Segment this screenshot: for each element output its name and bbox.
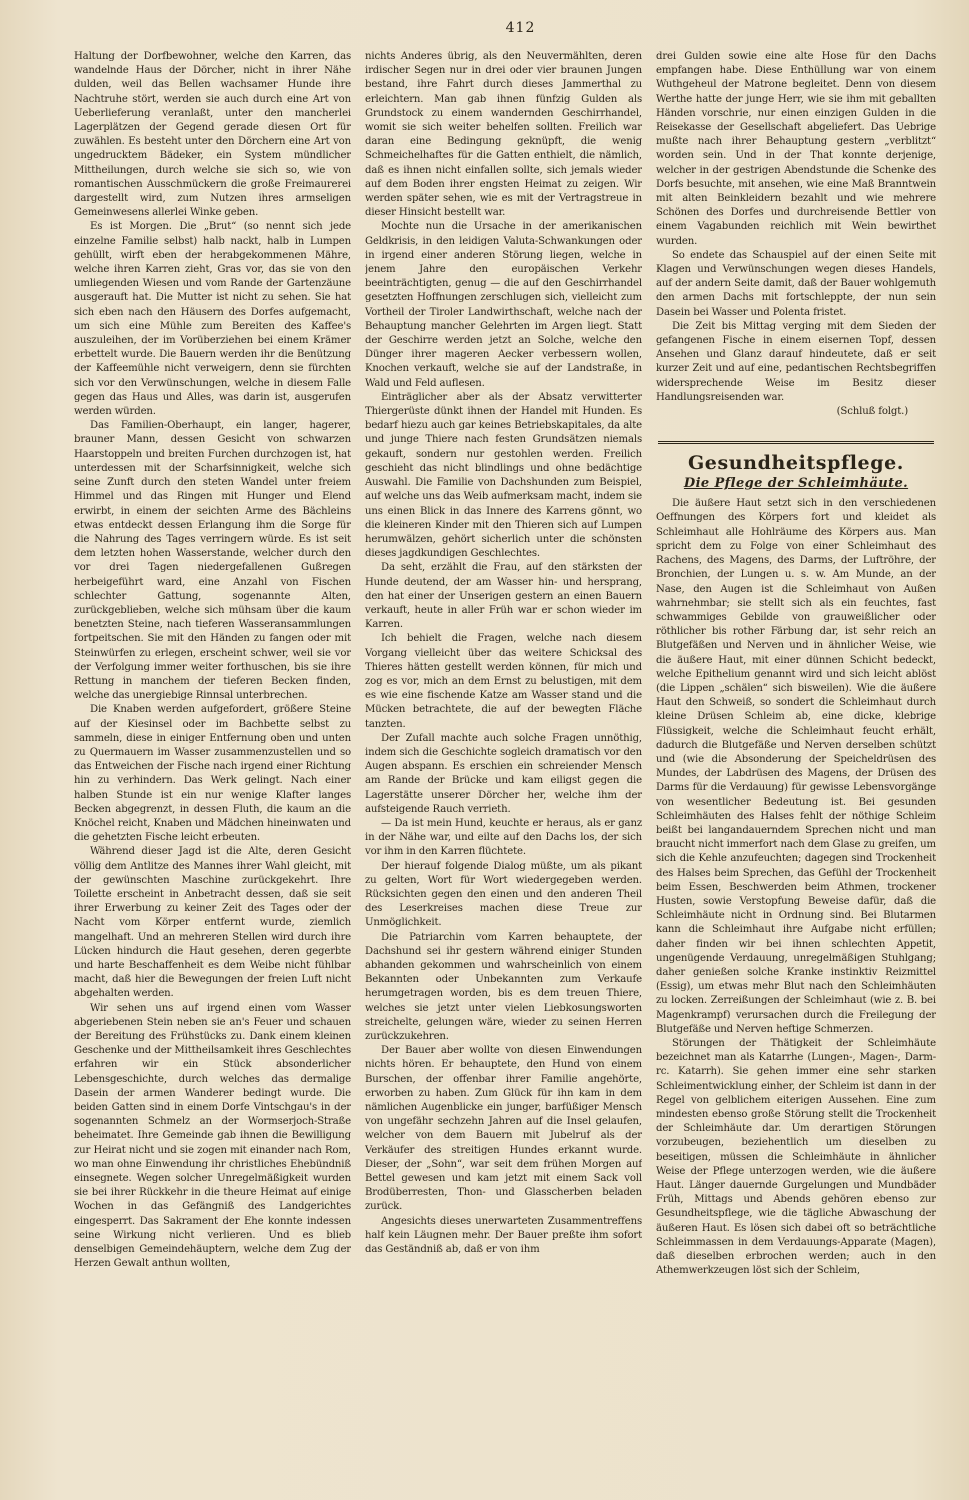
text-columns: [74, 50, 947, 1500]
column-2-paragraph: — Da ist mein Hund, keuchte er heraus, als er ganz in der Nähe war, und eilte auf den Dachs los, der sich vor ihm in den Karren flüchtete.: [365, 817, 642, 858]
section-title: Gesundheitspflege.: [687, 452, 905, 475]
column-2-paragraph: Einträglicher aber als der Absatz verwitterter Thiergerüste dünkt ihnen der Handel mit Hunden. Es bedarf hiezu auch gar keines Betriebskapitales, da alte und junge Thiere nach festen Grundsätzen niemals gekauft, sondern nur gestohlen werden. Freilich geschieht das nicht blindlings und ohne bedächtige Auswahl. Die Familie von Dachshunden zum Beispiel, auf welche uns das Weib aufmerksam macht, indem sie uns einen Blick in das Innere des Karrens gönnt, wo die kleineren Kinder mit den Thieren sich auf Lumpen herumwälzen, gehört sicherlich unter die schönsten dieses jagdkundigen Geschlechtes.: [365, 391, 642, 560]
column-1-paragraph: Haltung der Dorfbewohner, welche den Karren, das wandelnde Haus der Dörcher, nicht in ihrer Nähe dulden, weil das Bellen wachsamer Hunde ihre Nachtruhe stört, werden sie auch durch eine Art von Ueberlieferung veranlaßt, unter den mancherlei Lagerplätzen der Gegend gerade diesen Ort für zuwählen. Es besteht unter den Dörchern eine Art von ungedrucktem Bädeker, ein System mündlicher Mittheilungen, durch welche sie sich so, wie von romantischen Ausschmückern die große Freimaurerei dargestellt wird, zum Nutzen ihres armseligen Gemeinwesens allerlei Winke geben.: [74, 51, 351, 219]
column-1-paragraph: Während dieser Jagd ist die Alte, deren Gesicht völlig dem Antlitze des Mannes ihrer Wahl gleicht, mit der gewünschten Maschine zurückgekehrt. Ihre Toilette erscheint in Anbetracht dessen, daß sie seit ihrer Erwerbung zu keiner Zeit des Tages oder der Nacht vom Körper entfernt wurde, ziemlich mangelhaft. Und an mehreren Stellen wird durch ihre Lücken hindurch die Haut gesehen, deren gegerbte und harte Beschaffenheit es dem Weibe nicht fühlbar macht, daß hier die Bewegungen der freien Luft nicht abgehalten werden.: [74, 846, 351, 1000]
column-3-paragraph: Die Zeit bis Mittag verging mit dem Sieden der gefangenen Fische in einem eisernen Topf, dessen Ansehen und Glanz darauf hindeutete, daß er seit kurzer Zeit und auf eine, pedantischen Rechtsbegriffen widersprechende Weise im Besitz dieser Handlungsreisenden war.: [656, 320, 936, 403]
column-3-paragraph: So endete das Schauspiel auf der einen Seite mit Klagen und Verwünschungen wegen dieses Handels, auf der andern Seite damit, daß der Bauer wohlgemuth den armen Dachs mit fortschleppte, der nun sein Dasein bei Wasser und Polenta fristet.: [656, 249, 936, 318]
column-2-paragraph: Der Zufall machte auch solche Fragen unnöthig, indem sich die Geschichte sogleich dramatisch vor den Augen abspann. Es erschien ein schreiender Mensch am Rande der Brücke und kam eiligst gegen die Lagerstätte unserer Dörcher her, welche ihm der aufsteigende Rauch verrieth.: [365, 732, 642, 815]
column-1: [74, 50, 351, 1500]
page-number: 412: [505, 20, 536, 36]
column-1-paragraph: Die Knaben werden aufgefordert, größere Steine auf der Kiesinsel oder im Bachbette selbst zu sammeln, diese in einiger Entfernung oben und unten zu Quermauern im Wasser zusammenzustellen und so das Entweichen der Fische nach irgend einer Richtung hin zu verhindern. Das Werk gelingt. Nach einer halben Stunde ist ein nur wenige Klafter langes Becken abgegrenzt, in dessen Fluth, die kaum an die Knöchel reicht, Knaben und Mädchen hineinwaten und die gehetzten Fische leicht erbeuten.: [74, 704, 351, 844]
column-3-paragraph: drei Gulden sowie eine alte Hose für den Dachs empfangen habe. Diese Enthüllung war von einem Wuthgeheul der Matrone begleitet. Denn von diesem Werthe hatte der junge Herr, wie sie ihm mit geballten Händen vorschrie, nur einen einzigen Gulden in die Reisekasse der Gesellschaft abgeliefert. Das Uebrige mußte nach ihrer Behauptung gestern „verblitzt“ worden sein. Und in der That konnte derjenige, welcher in der gestrigen Abendstunde die Schenke des Dorfs besuchte, mit ansehen, wie eine Maß Branntwein mit alten Beinkleidern bezahlt und wie mehrere Schönen des Dorfes und durchreisende Bettler von einem Vagabunden reichlich mit Wein bewirthet wurden.: [656, 51, 936, 247]
to-be-continued-note: (Schluß folgt.): [836, 406, 908, 418]
section-divider: [658, 441, 934, 444]
column-2: [365, 50, 642, 1500]
column-2-paragraph: Mochte nun die Ursache in der amerikanischen Geldkrisis, in den leidigen Valuta-Schwankungen oder in irgend einer anderen Störung liegen, welche in jenem Jahre den europäischen Verkehr beeinträchtigten, genug — die auf den Geschirrhandel gesetzten Hoffnungen zerschlugen sich, vielleicht zum Vortheil der Tiroler Landwirthschaft, welche nach der Behauptung mancher Gelehrten im Argen liegt. Statt der Geschirre werden jetzt an Solche, welche den Dünger ihrer mageren Aecker verbessern wollen, Knochen verkauft, welche sie auf der Landstraße, in Wald und Feld auflesen.: [365, 221, 642, 389]
column-2-paragraph: Angesichts dieses unerwarteten Zusammentreffens half kein Läugnen mehr. Der Bauer preßte ihm sofort das Geständniß ab, daß er von ihm: [365, 1215, 642, 1256]
section-subtitle: Die Pflege der Schleimhäute.: [683, 476, 909, 492]
section-paragraph: Die äußere Haut setzt sich in den verschiedenen Oeffnungen des Körpers fort und kleidet als Schleimhaut alle Hohlräume des Körpers aus. Man spricht dem zu Folge von einer Schleimhaut des Rachens, des Magens, des Darms, der Luftröhre, der Bronchien, der Lungen u. s. w. Am Munde, an der Nase, den Augen ist die Schleimhaut von Außen wahrnehmbar; sie stellt sich als ein feuchtes, fast schwammiges Gebilde von grauweißlicher oder röthlicher bis rother Färbung dar, ist sehr reich an Blutgefäßen und Nerven und in ähnlicher Weise, wie die äußere Haut, mit einer dünnen Schicht bedeckt, welche Epithelium genannt wird und sich leicht ablöst (die Lippen „schälen“ sich bisweilen). Wie die äußere Haut den Schweiß, so sondert die Schleimhaut durch kleine Drüsen Schleim ab, eine dicke, klebrige Flüssigkeit, welche die Schleimhaut feucht erhält, dadurch die Blutgefäße und Nerven derselben schützt und (wie die Absonderung der Speicheldrüsen des Mundes, der Labdrüsen des Magens, der Drüsen des Darms für die Verdauung) für gewisse Lebensvorgänge von wesentlicher Bedeutung ist. Bei gesunden Schleimhäuten des Halses fehlt der nöthige Schleim beißt bei langandauerndem Sprechen nicht und man braucht nicht immerfort nach dem Glase zu greifen, um sich die Kehle anzufeuchten; dagegen sind Trockenheit des Halses beim Sprechen, das Gefühl der Trockenheit beim Essen, Beschwerden beim Athmen, trockener Husten, sowie Verstopfung Beweise dafür, daß die Schleimhäute nicht in Ordnung sind. Bei Blutarmen kann die Schleimhaut ihre Aufgabe nicht erfüllen; daher finden wir bei ihnen schlechten Appetit, ungenügende Verdauung, unregelmäßigen Stuhlgang; daher genießen solche Kranke instinktiv Reizmittel (Essig), um etwas mehr Blut nach den Schleimhäuten zu locken. Zerreißungen der Schleimhaut (wie z. B. bei Magenkrampf) verursachen durch die Freilegung der Blutgefäße und Nerven heftige Schmerzen.: [656, 498, 936, 1035]
section-paragraph: Störungen der Thätigkeit der Schleimhäute bezeichnet man als Katarrhe (Lungen-, Magen-, Darm- rc. Katarrh). Sie gehen immer eine sehr starken Schleimentwicklung einher, der Schleim ist dann in der Regel von gelblichem eiterigen Aussehen. Eine zum mindesten ebenso große Störung stellt die Trockenheit der Schleimhäute dar. Um derartigen Störungen vorzubeugen, beziehentlich um dieselben zu beseitigen, müssen die Schleimhäute in ähnlicher Weise der Pflege unterzogen werden, wie die äußere Haut. Länger dauernde Gurgelungen und Mundbäder Früh, Mittags und Abends gehören ebenso zur Gesundheitspflege, wie die tägliche Abwaschung der äußeren Haut. Es lösen sich dabei oft so beträchtliche Schleimmassen in dem Verdauungs-Apparate (Magen), daß dieselben erbrochen werden; auch in den Athemwerkzeugen löst sich der Schleim,: [656, 1038, 936, 1277]
column-1-paragraph: Wir sehen uns auf irgend einen vom Wasser abgeriebenen Stein neben sie an's Feuer und schauen der Bereitung des Frühstücks zu. Dank einem kleinen Geschenke und der Mittheilsamkeit ihres Geschlechtes erfahren wir ein Stück absonderlicher Lebensgeschichte, durch welches das dermalige Dasein der armen Wanderer bedingt wurde. Die beiden Gatten sind in einem Dorfe Vintschgau's in der sogenannten Schmelz an der Wormserjoch-Straße beheimatet. Ihre Gemeinde gab ihnen die Bewilligung zur Heirat nicht und sie zogen mit einander nach Rom, wo man ohne Einwendung ihr christliches Ehebündniß einsegnete. Wegen solcher Unregelmäßigkeit wurden sie bei ihrer Rückkehr in die theure Heimat auf einige Wochen in das Gefängniß des Landgerichtes eingesperrt. Das Sakrament der Ehe konnte indessen seine Wirkung nicht verlieren. Und es blieb denselbigen Gemeindehäuptern, welche dem Zug der Herzen Gewalt anthun wollten,: [74, 1002, 351, 1270]
column-2-paragraph: Da seht, erzählt die Frau, auf den stärksten der Hunde deutend, der am Wasser hin- und hersprang, den hat einer der Unserigen gestern an einen Bauern verkauft, heute in aller Früh war er schon wieder im Karren.: [365, 562, 642, 631]
column-2-paragraph: Der hierauf folgende Dialog müßte, um als pikant zu gelten, Wort für Wort wiedergegeben werden. Rücksichten gegen den einen und den anderen Theil des Leserkreises machen diese Treue zur Unmöglichkeit.: [365, 860, 642, 929]
column-2-paragraph: Der Bauer aber wollte von diesen Einwendungen nichts hören. Er behauptete, den Hund von einem Burschen, der offenbar ihrer Familie angehörte, erworben zu haben. Zum Glück für ihn kam in dem nämlichen Augenblicke ein junger, barfüßiger Mensch von ungefähr sechzehn Jahren auf die Insel gelaufen, welcher von dem Bauern mit Jubelruf als der Verkäufer des streitigen Hundes erkannt wurde. Dieser, der „Sohn“, war seit dem frühen Morgen auf Bettel gewesen und kam jetzt mit einem Sack voll Brodüberresten, Thon- und Glasscherben beladen zurück.: [365, 1045, 642, 1213]
column-2-paragraph: Ich behielt die Fragen, welche nach diesem Vorgang vielleicht über das weitere Schicksal des Thieres hätten gestellt werden können, für mich und zog es vor, mich an dem Ernst zu belustigen, mit dem es wie eine fischende Katze am Wasser stand und die Mücken betrachtete, die auf der bewegten Fläche tanzten.: [365, 633, 642, 730]
column-1-paragraph: Das Familien-Oberhaupt, ein langer, hagerer, brauner Mann, dessen Gesicht von schwarzen Haarstoppeln und breiten Furchen durchzogen ist, hat unterdessen mit der Scharfsinnigkeit, welche sich seine Zunft durch den steten Wandel unter freiem Himmel und das Ringen mit Hunger und Elend erwirbt, in einem der seichten Arme des Bächleins etwas entdeckt dessen Erlangung ihm die Sorge für die Nahrung des Tages verringern würde. Es ist seit dem letzten hohen Wasserstande, welcher durch den vor drei Tagen niedergefallenen Gußregen herbeigeführt ward, eine Anzahl von Fischen schlechter Gattung, sogenannte Alten, zurückgeblieben, welche sich mühsam über die kaum benetzten Steine, nach tieferen Wasseransammlungen fortpeitschen. Sie mit den Händen zu fangen oder mit Steinwürfen zu erlegen, erscheint schwer, weil sie vor der Verfolgung immer weiter forthuschen, bis sie ihre Rettung in manchem der tieferen Becken finden, welche das unergiebige Rinnsal unterbrechen.: [74, 420, 351, 702]
column-3: [656, 50, 936, 1500]
column-2-paragraph: Die Patriarchin vom Karren behauptete, der Dachshund sei ihr gestern während einiger Stunden abhanden gekommen und wahrscheinlich von einem Bekannten oder Unbekannten zum Verkaufe herumgetragen worden, bis es dem treuen Thiere, welches sie jetzt unter vielen Liebkosungsworten streichelte, gelungen wäre, wieder zu seinen Herren zurückzukehren.: [365, 931, 642, 1043]
column-2-paragraph: nichts Anderes übrig, als den Neuvermählten, deren irdischer Segen nur in drei oder vier braunen Jungen bestand, ihre Fahrt durch dieses Jammerthal zu erleichtern. Man gab ihnen fünfzig Gulden als Grundstock zu einem wandernden Geschirrhandel, womit sie sich weiter behelfen sollten. Freilich war daran eine Bedingung geknüpft, die wenig Schmeichelhaftes für die Gatten enthielt, die nämlich, daß es ihnen nicht einfallen sollte, sich jemals wieder auf dem Boden ihrer engsten Heimat zu zeigen. Wir werden später sehen, wie es mit der Vertragstreue in dieser Hinsicht bestellt war.: [365, 51, 642, 219]
column-1-paragraph: Es ist Morgen. Die „Brut“ (so nennt sich jede einzelne Familie selbst) halb nackt, halb in Lumpen gehüllt, wirft eben der herabgekommenen Mähre, welche ihren Karren zieht, Gras vor, das sie von den umliegenden Wiesen und vom Rande der Gartenzäune ausgerauft hat. Die Mutter ist nicht zu sehen. Sie hat sich eben nach den Häusern des Dorfes aufgemacht, um sich eine Mühle zum Bereiten des Kaffee's auszuleihen, der im Vorüberziehen bei einem Krämer erbettelt wurde. Die Bauern werden ihr die Benützung der Kaffeemühle nicht verweigern, denn sie fürchten sich vor den Verwünschungen, welche in diesem Falle gegen das Haus und Alles, was darin ist, ausgerufen werden würden.: [74, 221, 351, 418]
